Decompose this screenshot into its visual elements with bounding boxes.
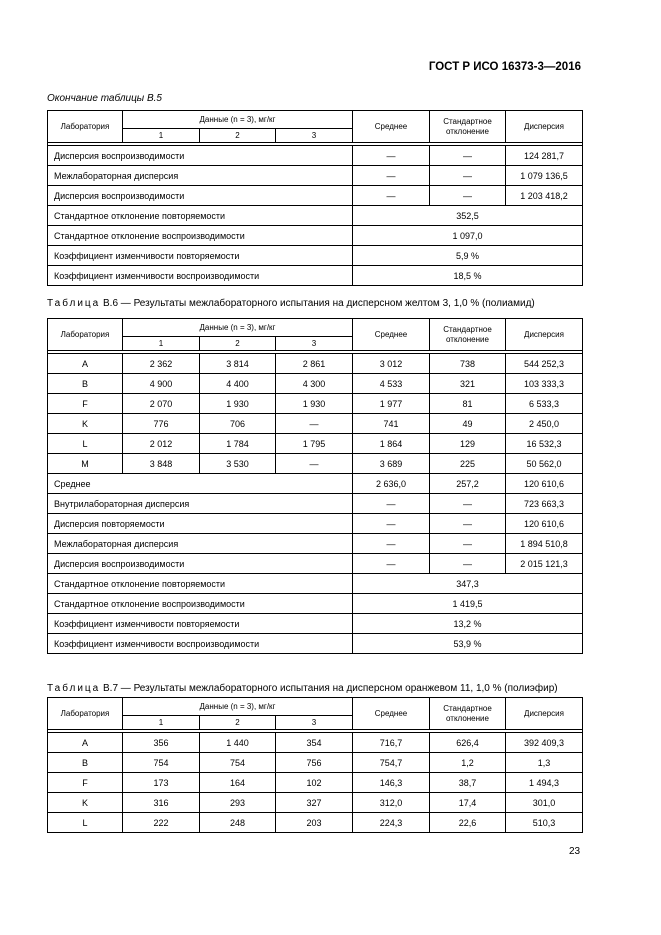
table-b6-caption: Таблица В.6 — Результаты межлабораторного испытания на дисперсном желтом 3, 1,0 % (полиамид) <box>47 298 535 309</box>
header-lab: Лаборатория <box>48 319 123 351</box>
header-data: Данные (n = 3), мг/кг <box>123 319 353 337</box>
header-sd: Стандартное отклонение <box>430 111 506 143</box>
header-col-3: 3 <box>276 337 353 351</box>
summary-row: Коэффициент изменчивости повторяемости 13,2 % <box>48 614 583 634</box>
header-col-1: 1 <box>123 716 200 730</box>
header-disp: Дисперсия <box>506 319 583 351</box>
stats-row: Дисперсия воспроизводимости — — 2 015 121,3 <box>48 554 583 574</box>
header-disp: Дисперсия <box>506 698 583 730</box>
header-mean: Среднее <box>353 319 430 351</box>
table-b7 <box>47 697 583 833</box>
table-b5 <box>47 110 583 286</box>
table-row: L 222 248 203 224,3 22,6 510,3 <box>48 813 583 833</box>
table-row: В 4 900 4 400 4 300 4 533 321 103 333,3 <box>48 374 583 394</box>
table-row: Дисперсия воспроизводимости — — 124 281,7 <box>48 146 583 166</box>
header-col-1: 1 <box>123 129 200 143</box>
summary-row: Стандартное отклонение воспроизводимости 1 097,0 <box>48 226 583 246</box>
stats-row: Межлабораторная дисперсия — — 1 894 510,8 <box>48 534 583 554</box>
standard-designation: ГОСТ Р ИСО 16373-3—2016 <box>428 61 581 73</box>
summary-row: Коэффициент изменчивости повторяемости 5,9 % <box>48 246 583 266</box>
table-row: F 2 070 1 930 1 930 1 977 81 6 533,3 <box>48 394 583 414</box>
stats-row: Внутрилабораторная дисперсия — — 723 663,3 <box>48 494 583 514</box>
page-number: 23 <box>569 846 581 857</box>
header-col-3: 3 <box>276 716 353 730</box>
header-mean: Среднее <box>353 698 430 730</box>
header-col-2: 2 <box>200 716 276 730</box>
table-row: А 2 362 3 814 2 861 3 012 738 544 252,3 <box>48 354 583 374</box>
header-col-3: 3 <box>276 129 353 143</box>
table-row: В 754 754 756 754,7 1,2 1,3 <box>48 753 583 773</box>
header-lab: Лаборатория <box>48 698 123 730</box>
header-col-1: 1 <box>123 337 200 351</box>
table-row: М 3 848 3 530 — 3 689 225 50 562,0 <box>48 454 583 474</box>
header-sd: Стандартное отклонение <box>430 319 506 351</box>
header-mean: Среднее <box>353 111 430 143</box>
summary-row: Стандартное отклонение воспроизводимости 1 419,5 <box>48 594 583 614</box>
header-data: Данные (n = 3), мг/кг <box>123 698 353 716</box>
header-col-2: 2 <box>200 129 276 143</box>
table-row: Дисперсия воспроизводимости — — 1 203 418,2 <box>48 186 583 206</box>
table-row: K 776 706 — 741 49 2 450,0 <box>48 414 583 434</box>
table-row: F 173 164 102 146,3 38,7 1 494,3 <box>48 773 583 793</box>
table-row: L 2 012 1 784 1 795 1 864 129 16 532,3 <box>48 434 583 454</box>
summary-row: Стандартное отклонение повторяемости 352,5 <box>48 206 583 226</box>
stats-row: Среднее 2 636,0 257,2 120 610,6 <box>48 474 583 494</box>
summary-row: Коэффициент изменчивости воспроизводимости 53,9 % <box>48 634 583 654</box>
header-sd: Стандартное отклонение <box>430 698 506 730</box>
table-row: А 356 1 440 354 716,7 626,4 392 409,3 <box>48 733 583 753</box>
header-lab: Лаборатория <box>48 111 123 143</box>
summary-row: Стандартное отклонение повторяемости 347,3 <box>48 574 583 594</box>
summary-row: Коэффициент изменчивости воспроизводимости 18,5 % <box>48 266 583 286</box>
table-row: K 316 293 327 312,0 17,4 301,0 <box>48 793 583 813</box>
table-b5-caption: Окончание таблицы В.5 <box>47 93 162 104</box>
header-disp: Дисперсия <box>506 111 583 143</box>
header-col-2: 2 <box>200 337 276 351</box>
table-row: Межлабораторная дисперсия — — 1 079 136,5 <box>48 166 583 186</box>
stats-row: Дисперсия повторяемости — — 120 610,6 <box>48 514 583 534</box>
header-data: Данные (n = 3), мг/кг <box>123 111 353 129</box>
table-b6 <box>47 318 583 654</box>
table-b7-caption: Таблица В.7 — Результаты межлабораторного испытания на дисперсном оранжевом 11, 1,0 % (полиэфир) <box>47 683 558 694</box>
